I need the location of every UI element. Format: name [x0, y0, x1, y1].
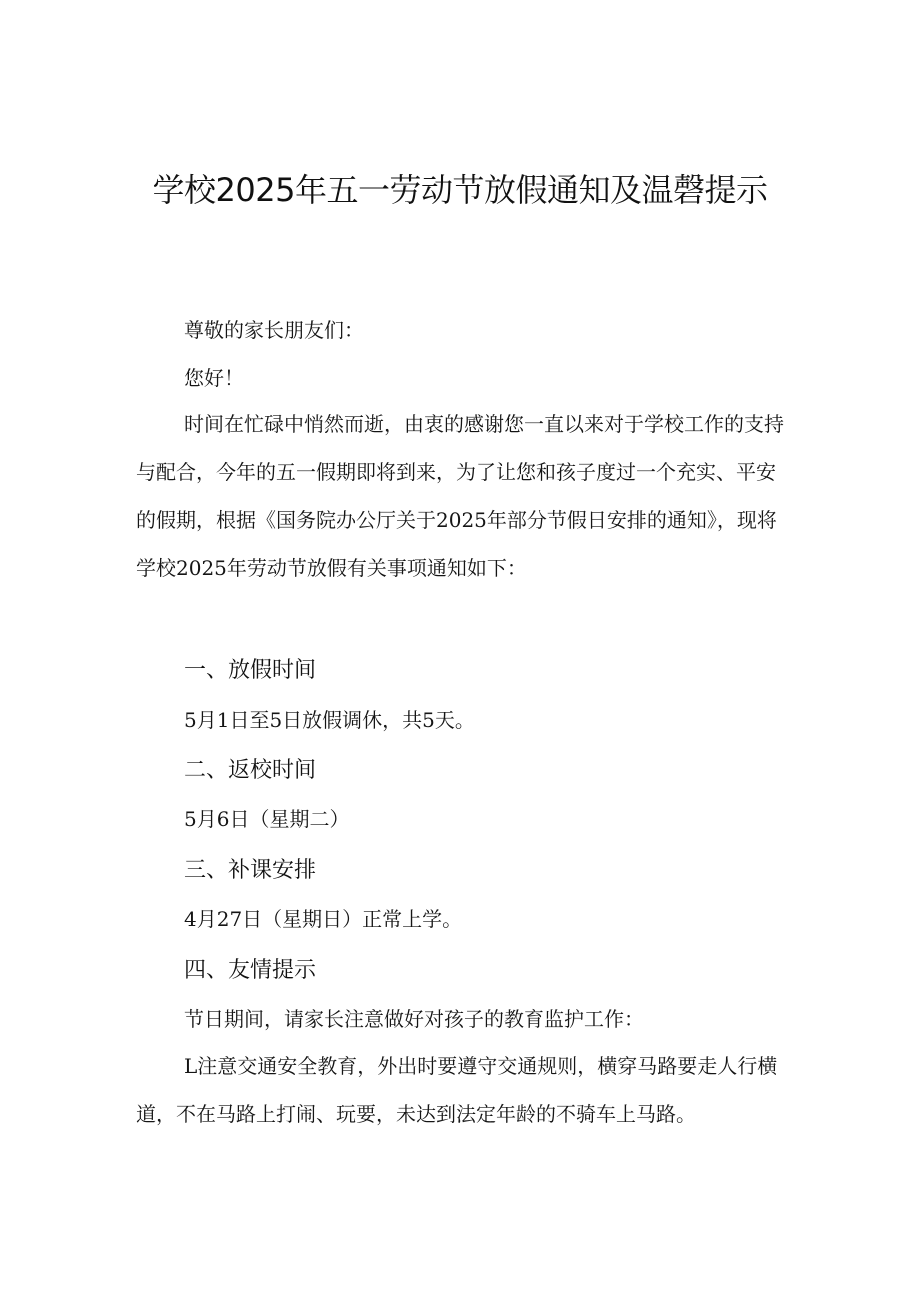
section-content-makeup-class: 4月27日（星期日）正常上学。: [184, 907, 463, 931]
greeting: 尊敬的家长朋友们：: [184, 318, 364, 342]
section-heading-friendly-tips: 四、友情提示: [184, 958, 317, 983]
document-title: 学校2025年五一劳动节放假通知及温磬提示: [152, 171, 768, 209]
section-heading-makeup-class: 三、补课安排: [184, 858, 317, 883]
section-heading-return-time: 二、返校时间: [184, 758, 317, 783]
section-content-return-time: 5月6日（星期二）: [184, 807, 350, 831]
salutation: 您好！: [184, 366, 244, 390]
section-heading-holiday-time: 一、放假时间: [184, 658, 317, 683]
intro-paragraph: 时间在忙碌中悄然而逝，由衷的感谢您一直以来对于学校工作的支持与配合，今年的五一假期即将到来，为了让您和孩子度过一个充实、平安的假期，根据《国务院办公厅关于2025年部分节假日安排的通知》，现将学校2025年劳动节放假有关事项通知如下：: [136, 412, 784, 580]
tip-traffic-safety: L注意交通安全教育，外出时要遵守交通规则，横穿马路要走人行横道，不在马路上打闹、玩要，未达到法定年龄的不骑车上马路。: [136, 1054, 778, 1126]
section-content-friendly-tips: 节日期间，请家长注意做好对孩子的教育监护工作：: [184, 1007, 644, 1031]
section-content-holiday-time: 5月1日至5日放假调休，共5天。: [184, 708, 475, 732]
